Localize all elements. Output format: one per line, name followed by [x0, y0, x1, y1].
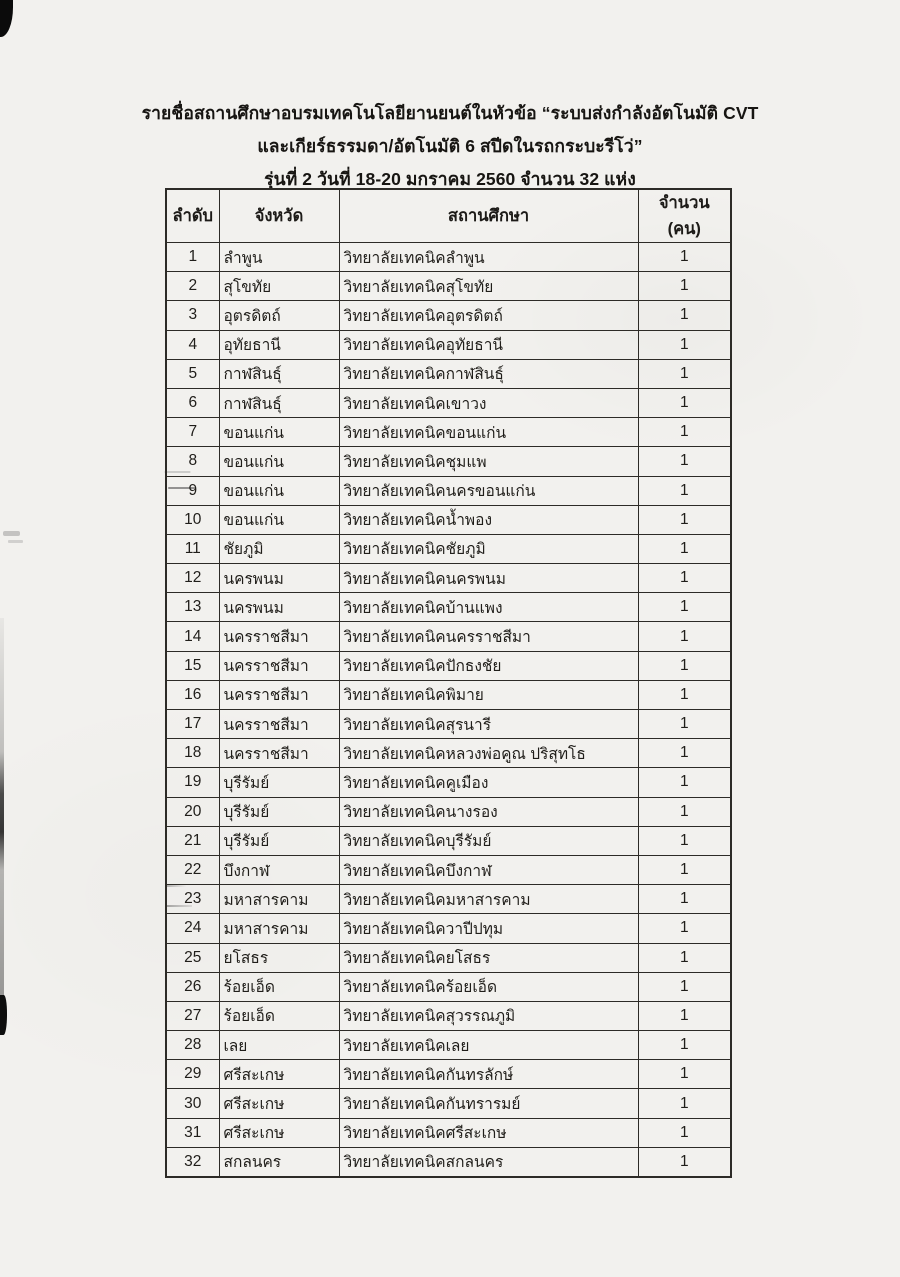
count-cell: 1	[638, 1089, 731, 1118]
table-row	[166, 388, 731, 417]
table-row	[166, 1118, 731, 1147]
scan-smudge-artifact	[3, 531, 20, 536]
count-cell: 1	[638, 476, 731, 505]
province-cell: สุโขทัย	[219, 272, 339, 301]
province-cell: กาฬสินธุ์	[219, 359, 339, 388]
institution-cell: วิทยาลัยเทคนิคศรีสะเกษ	[339, 1118, 638, 1147]
table-row	[166, 330, 731, 359]
institution-cell: วิทยาลัยเทคนิควาปีปทุม	[339, 914, 638, 943]
header-row-number: ลำดับ	[166, 189, 219, 243]
institution-cell: วิทยาลัยเทคนิคบุรีรัมย์	[339, 826, 638, 855]
count-cell: 1	[638, 272, 731, 301]
count-cell: 1	[638, 359, 731, 388]
table-row	[166, 768, 731, 797]
province-cell: บึงกาฬ	[219, 855, 339, 884]
count-cell: 1	[638, 622, 731, 651]
table-header-row	[166, 189, 731, 243]
institution-cell: วิทยาลัยเทคนิคเลย	[339, 1031, 638, 1060]
count-cell: 1	[638, 1118, 731, 1147]
institution-cell: วิทยาลัยเทคนิคน้ำพอง	[339, 505, 638, 534]
count-cell: 1	[638, 418, 731, 447]
table-row	[166, 885, 731, 914]
row-number-cell: 15	[166, 651, 219, 680]
institution-cell: วิทยาลัยเทคนิคกาฬสินธุ์	[339, 359, 638, 388]
header-count: จำนวน (คน)	[638, 189, 731, 243]
row-number-cell: 28	[166, 1031, 219, 1060]
scan-corner-artifact	[0, 0, 13, 37]
scan-edge-blob-artifact	[0, 995, 7, 1035]
row-number-cell: 18	[166, 739, 219, 768]
institution-cell: วิทยาลัยเทคนิคนครราชสีมา	[339, 622, 638, 651]
count-cell: 1	[638, 505, 731, 534]
province-cell: สกลนคร	[219, 1147, 339, 1177]
institution-cell: วิทยาลัยเทคนิคบึงกาฬ	[339, 855, 638, 884]
row-number-cell: 3	[166, 301, 219, 330]
count-cell: 1	[638, 1060, 731, 1089]
header-province: จังหวัด	[219, 189, 339, 243]
count-cell: 1	[638, 768, 731, 797]
row-number-cell: 11	[166, 534, 219, 563]
province-cell: นครราชสีมา	[219, 651, 339, 680]
province-cell: ขอนแก่น	[219, 447, 339, 476]
institution-cell: วิทยาลัยเทคนิคคูเมือง	[339, 768, 638, 797]
province-cell: อุตรดิตถ์	[219, 301, 339, 330]
row-number-cell: 10	[166, 505, 219, 534]
row-number-cell: 13	[166, 593, 219, 622]
institution-cell: วิทยาลัยเทคนิคมหาสารคาม	[339, 885, 638, 914]
count-cell: 1	[638, 243, 731, 272]
province-cell: มหาสารคาม	[219, 914, 339, 943]
header-institution: สถานศึกษา	[339, 189, 638, 243]
count-cell: 1	[638, 301, 731, 330]
row-number-cell: 8	[166, 447, 219, 476]
institution-cell: วิทยาลัยเทคนิคอุตรดิตถ์	[339, 301, 638, 330]
count-cell: 1	[638, 447, 731, 476]
table-row	[166, 1001, 731, 1030]
row-number-cell: 30	[166, 1089, 219, 1118]
row-number-cell: 12	[166, 564, 219, 593]
row-number-cell: 23	[166, 885, 219, 914]
count-cell: 1	[638, 564, 731, 593]
row-number-cell: 14	[166, 622, 219, 651]
table-row	[166, 447, 731, 476]
institution-cell: วิทยาลัยเทคนิคนางรอง	[339, 797, 638, 826]
institution-cell: วิทยาลัยเทคนิคบ้านแพง	[339, 593, 638, 622]
institution-cell: วิทยาลัยเทคนิคกันทรารมย์	[339, 1089, 638, 1118]
table-row	[166, 1031, 731, 1060]
count-cell: 1	[638, 943, 731, 972]
province-cell: ขอนแก่น	[219, 476, 339, 505]
row-number-cell: 31	[166, 1118, 219, 1147]
count-cell: 1	[638, 651, 731, 680]
row-number-cell: 17	[166, 710, 219, 739]
title-line-2: และเกียร์ธรรมดา/อัตโนมัติ 6 สปีดในรถกระบะรีโว่”	[257, 136, 643, 156]
institution-cell: วิทยาลัยเทคนิคเขาวง	[339, 388, 638, 417]
institution-cell: วิทยาลัยเทคนิคปักธงชัย	[339, 651, 638, 680]
row-number-cell: 25	[166, 943, 219, 972]
row-number-cell: 5	[166, 359, 219, 388]
row-number-cell: 6	[166, 388, 219, 417]
table-row	[166, 476, 731, 505]
province-cell: ชัยภูมิ	[219, 534, 339, 563]
table-row	[166, 1060, 731, 1089]
row-number-cell: 20	[166, 797, 219, 826]
count-cell: 1	[638, 534, 731, 563]
province-cell: ศรีสะเกษ	[219, 1089, 339, 1118]
row-number-cell: 27	[166, 1001, 219, 1030]
institution-cell: วิทยาลัยเทคนิคกันทรลักษ์	[339, 1060, 638, 1089]
province-cell: บุรีรัมย์	[219, 768, 339, 797]
table-row	[166, 301, 731, 330]
province-cell: ร้อยเอ็ด	[219, 1001, 339, 1030]
title-line-3: รุ่นที่ 2 วันที่ 18-20 มกราคม 2560 จำนวน 32 แห่ง	[264, 169, 636, 189]
row-number-cell: 1	[166, 243, 219, 272]
province-cell: อุทัยธานี	[219, 330, 339, 359]
row-number-cell: 26	[166, 972, 219, 1001]
row-number-cell: 32	[166, 1147, 219, 1177]
institution-cell: วิทยาลัยเทคนิคขอนแก่น	[339, 418, 638, 447]
table-row	[166, 359, 731, 388]
table-row	[166, 1147, 731, 1177]
institution-cell: วิทยาลัยเทคนิคอุทัยธานี	[339, 330, 638, 359]
province-cell: ร้อยเอ็ด	[219, 972, 339, 1001]
province-cell: ลำพูน	[219, 243, 339, 272]
province-cell: มหาสารคาม	[219, 885, 339, 914]
count-cell: 1	[638, 739, 731, 768]
institution-cell: วิทยาลัยเทคนิคสุโขทัย	[339, 272, 638, 301]
institutions-table	[165, 188, 732, 1178]
table-row	[166, 272, 731, 301]
province-cell: นครราชสีมา	[219, 680, 339, 709]
province-cell: ศรีสะเกษ	[219, 1118, 339, 1147]
table-row	[166, 914, 731, 943]
institution-cell: วิทยาลัยเทคนิคยโสธร	[339, 943, 638, 972]
row-number-cell: 22	[166, 855, 219, 884]
table-row	[166, 855, 731, 884]
row-number-cell: 21	[166, 826, 219, 855]
table-row	[166, 418, 731, 447]
row-number-cell: 29	[166, 1060, 219, 1089]
province-cell: นครราชสีมา	[219, 739, 339, 768]
institution-cell: วิทยาลัยเทคนิคนครพนม	[339, 564, 638, 593]
count-cell: 1	[638, 1147, 731, 1177]
province-cell: เลย	[219, 1031, 339, 1060]
row-number-cell: 19	[166, 768, 219, 797]
row-number-cell: 24	[166, 914, 219, 943]
institution-cell: วิทยาลัยเทคนิคหลวงพ่อคูณ ปริสุทโธ	[339, 739, 638, 768]
count-cell: 1	[638, 972, 731, 1001]
table-row	[166, 651, 731, 680]
table-row	[166, 243, 731, 272]
table-row	[166, 710, 731, 739]
table-row	[166, 739, 731, 768]
document-title	[0, 97, 900, 196]
province-cell: นครพนม	[219, 593, 339, 622]
province-cell: นครพนม	[219, 564, 339, 593]
institution-cell: วิทยาลัยเทคนิคลำพูน	[339, 243, 638, 272]
institution-cell: วิทยาลัยเทคนิคชัยภูมิ	[339, 534, 638, 563]
table-row	[166, 680, 731, 709]
count-cell: 1	[638, 593, 731, 622]
table-row	[166, 826, 731, 855]
province-cell: ขอนแก่น	[219, 418, 339, 447]
province-cell: ศรีสะเกษ	[219, 1060, 339, 1089]
table-row	[166, 797, 731, 826]
institution-cell: วิทยาลัยเทคนิคชุมแพ	[339, 447, 638, 476]
count-cell: 1	[638, 710, 731, 739]
institution-cell: วิทยาลัยเทคนิคพิมาย	[339, 680, 638, 709]
count-cell: 1	[638, 885, 731, 914]
province-cell: นครราชสีมา	[219, 622, 339, 651]
province-cell: นครราชสีมา	[219, 710, 339, 739]
table-row	[166, 972, 731, 1001]
province-cell: กาฬสินธุ์	[219, 388, 339, 417]
row-number-cell: 2	[166, 272, 219, 301]
title-line-1: รายชื่อสถานศึกษาอบรมเทคโนโลยียานยนต์ในหัวข้อ “ระบบส่งกำลังอัตโนมัติ CVT	[141, 103, 759, 123]
count-cell: 1	[638, 1031, 731, 1060]
count-cell: 1	[638, 797, 731, 826]
row-number-cell: 9	[166, 476, 219, 505]
province-cell: บุรีรัมย์	[219, 797, 339, 826]
table-row	[166, 1089, 731, 1118]
province-cell: บุรีรัมย์	[219, 826, 339, 855]
institution-cell: วิทยาลัยเทคนิคร้อยเอ็ด	[339, 972, 638, 1001]
count-cell: 1	[638, 680, 731, 709]
institution-cell: วิทยาลัยเทคนิคสุรนารี	[339, 710, 638, 739]
count-cell: 1	[638, 914, 731, 943]
row-number-cell: 7	[166, 418, 219, 447]
table-row	[166, 505, 731, 534]
count-cell: 1	[638, 388, 731, 417]
row-number-cell: 4	[166, 330, 219, 359]
table-body	[166, 243, 731, 1178]
institution-cell: วิทยาลัยเทคนิคสุวรรณภูมิ	[339, 1001, 638, 1030]
table-row	[166, 943, 731, 972]
scan-edge-streak-artifact	[0, 618, 4, 1000]
count-cell: 1	[638, 1001, 731, 1030]
table-row	[166, 593, 731, 622]
institution-cell: วิทยาลัยเทคนิคสกลนคร	[339, 1147, 638, 1177]
count-cell: 1	[638, 826, 731, 855]
table-row	[166, 534, 731, 563]
table-row	[166, 564, 731, 593]
institution-cell: วิทยาลัยเทคนิคนครขอนแก่น	[339, 476, 638, 505]
province-cell: ยโสธร	[219, 943, 339, 972]
row-number-cell: 16	[166, 680, 219, 709]
province-cell: ขอนแก่น	[219, 505, 339, 534]
table-row	[166, 622, 731, 651]
count-cell: 1	[638, 330, 731, 359]
count-cell: 1	[638, 855, 731, 884]
